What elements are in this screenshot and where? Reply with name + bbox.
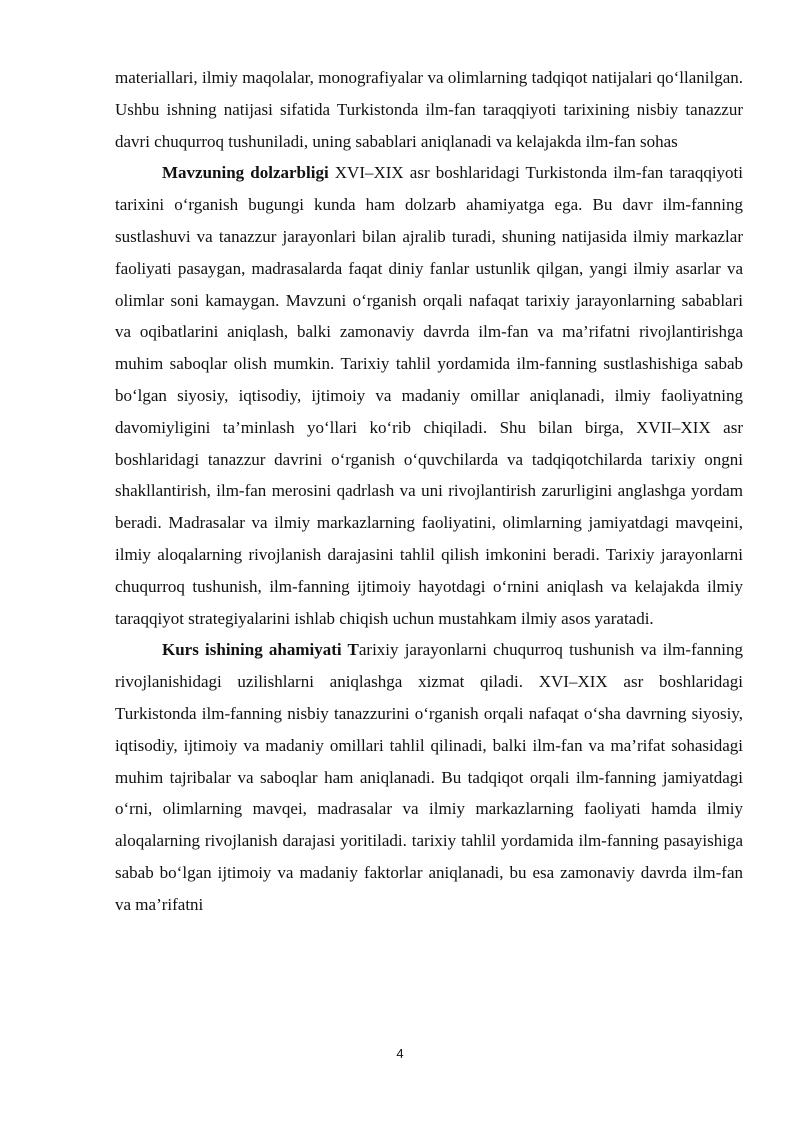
significance-heading: Kurs ishining ahamiyati T	[162, 640, 359, 660]
paragraph-intro	[115, 62, 743, 157]
significance-text: arixiy jarayonlarni chuqurroq tushunish va ilm-fanning rivojlanishidagi uzilishlarni aniqlashga xizmat qiladi. XVI–XIX asr boshlaridagi Turkistonda ilm-fanning nisbiy tanazzurini o‘rganish orqali nafaqat o‘sha davrning siyosiy, iqtisodiy, ijtimoiy va madaniy omillari tahlil qilinadi, balki ilm-fan va ma’rifat sohasidagi muhim tajribalar va saboqlar ham aniqlanadi. Bu tadqiqot orqali ilm-fanning jamiyatdagi o‘rni, olimlarning mavqei, madrasalar va ilmiy markazlarning faoliyati hamda ilmiy aloqalarning rivojlanish darajasi yoritiladi. tarixiy tahlil yordamida ilm-fanning pasayishiga sabab bo‘lgan ijtimoiy va madaniy faktorlar aniqlanadi, bu esa zamonaviy davrda ilm-fan va ma’rifatni	[115, 640, 743, 914]
paragraph-intro-text: materiallari, ilmiy maqolalar, monografiyalar va olimlarning tadqiqot natijalari qo‘llanilgan. Ushbu ishning natijasi sifatida Turkistonda ilm-fan taraqqiyoti tarixining nisbiy tanazzur davri chuqurroq tushuniladi, uning sabablari aniqlanadi va kelajakda ilm-fan sohas	[115, 68, 743, 151]
page-number: 4	[396, 1046, 404, 1061]
relevance-text: XVI–XIX asr boshlaridagi Turkistonda ilm-fan taraqqiyoti tarixini o‘rganish bugungi kunda ham dolzarb ahamiyatga ega. Bu davr ilm-fanning sustlashuvi va tanazzur jarayonlari bilan ajralib turadi, shuning natijasida ilmiy markazlar faoliyati pasaygan, madrasalarda faqat diniy fanlar ustunlik qilgan, yangi ilmiy asarlar va olimlar soni kamaygan. Mavzuni o‘rganish orqali nafaqat tarixiy jarayonlarning sabablari va oqibatlarini aniqlash, balki zamonaviy davrda ilm-fan va ma’rifatni rivojlantirishga muhim saboqlar olish mumkin. Tarixiy tahlil yordamida ilm-fanning sustlashishiga sabab bo‘lgan siyosiy, iqtisodiy, ijtimoiy va madaniy omillar aniqlanadi, ilmiy faoliyatning davomiyligini ta’minlash yo‘llari ko‘rib chiqiladi. Shu bilan birga, XVII–XIX asr boshlaridagi tanazzur davrini o‘rganish o‘quvchilarda va tadqiqotchilarda tarixiy ongni shakllantirish, ilm-fan merosini qadrlash va uni rivojlantirish zarurligini anglashga yordam beradi. Madrasalar va ilmiy markazlarning faoliyatini, olimlarning jamiyatdagi mavqeini, ilmiy aloqalarning rivojlanish darajasini tahlil qilish imkonini beradi. Tarixiy jarayonlarni chuqurroq tushunish, ilm-fanning ijtimoiy hayotdagi o‘rnini aniqlash va kelajakda ilmiy taraqqiyot strategiyalarini ishlab chiqish uchun mustahkam ilmiy asos yaratadi.	[115, 163, 743, 628]
paragraph-significance	[115, 634, 743, 920]
paragraph-relevance	[115, 157, 743, 634]
document-page	[115, 62, 743, 921]
relevance-heading: Mavzuning dolzarbligi	[162, 163, 329, 183]
